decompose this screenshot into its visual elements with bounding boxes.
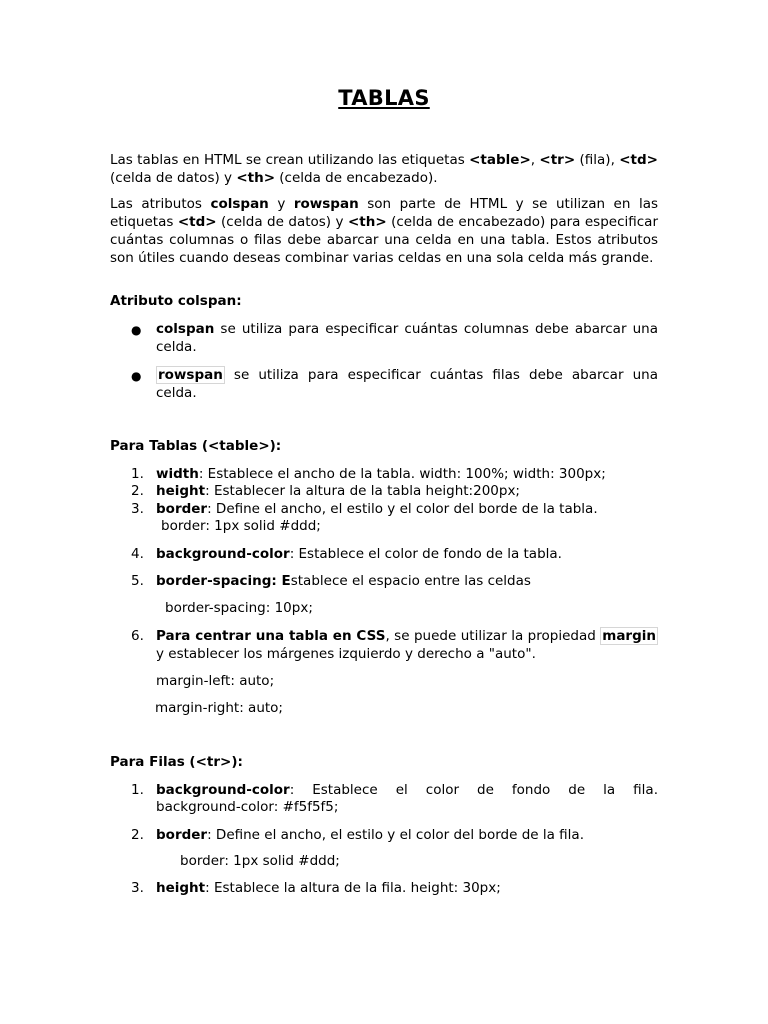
list-item: border-spacing: Establece el espacio entre las celdas — [156, 573, 531, 589]
code-snippet: border-spacing: 10px; — [165, 600, 313, 616]
list-number: 4. — [131, 546, 144, 562]
intro-paragraph-2: Las atributos colspan y rowspan son parte de HTML y se utilizan en las etiquetas <td> (celda de datos) y <th> (celda de encabezado) para especificar cuántas columnas o filas debe abarcar una celda en una tabla. Estos atributos son útiles cuando deseas combinar varias celdas en una sola celda más grande. — [110, 196, 659, 266]
bullet-icon: ● — [131, 369, 142, 383]
code-snippet: margin-right: auto; — [155, 700, 283, 716]
list-item: height: Establece la altura de la fila. height: 30px; — [156, 880, 501, 896]
list-item: background-color: Establece el color de fondo de la fila. — [156, 782, 658, 798]
list-item: Para centrar una tabla en CSS, se puede utilizar la propiedad margin y establecer los márgenes izquierdo y derecho a "auto". — [156, 628, 656, 662]
list-number: 2. — [131, 483, 144, 499]
page-title: TABLAS — [338, 86, 430, 110]
list-number: 1. — [131, 782, 144, 798]
section-heading-atributo: Atributo colspan: — [110, 293, 242, 309]
list-item: background-color: Establece el color de fondo de la tabla. — [156, 546, 562, 562]
code-snippet: background-color: #f5f5f5; — [156, 799, 339, 815]
list-item: border: Define el ancho, el estilo y el color del borde de la fila. — [156, 827, 584, 843]
list-number: 3. — [131, 880, 144, 896]
bullet-item-rowspan: rowspan se utiliza para especificar cuántas filas debe abarcar una celda. — [156, 367, 658, 401]
list-item: width: Establece el ancho de la tabla. width: 100%; width: 300px; — [156, 466, 606, 482]
code-snippet: border: 1px solid #ddd; — [161, 518, 321, 534]
list-item: height: Establecer la altura de la tabla height:200px; — [156, 483, 520, 499]
intro-paragraph-1: Las tablas en HTML se crean utilizando las etiquetas <table>, <tr> (fila), <td> (celda de datos) y <th> (celda de encabezado). — [110, 152, 658, 186]
list-number: 6. — [131, 628, 144, 644]
code-snippet: border: 1px solid #ddd; — [180, 853, 340, 869]
code-snippet: margin-left: auto; — [156, 673, 275, 689]
section-heading-tablas: Para Tablas (<table>): — [110, 438, 282, 454]
list-number: 5. — [131, 573, 144, 589]
section-heading-filas: Para Filas (<tr>): — [110, 754, 243, 770]
list-number: 1. — [131, 466, 144, 482]
bullet-item-colspan: colspan se utiliza para especificar cuántas columnas debe abarcar una celda. — [156, 321, 658, 355]
list-number: 2. — [131, 827, 144, 843]
bullet-icon: ● — [131, 323, 142, 337]
list-item: border: Define el ancho, el estilo y el color del borde de la tabla. — [156, 501, 598, 517]
list-number: 3. — [131, 501, 144, 517]
